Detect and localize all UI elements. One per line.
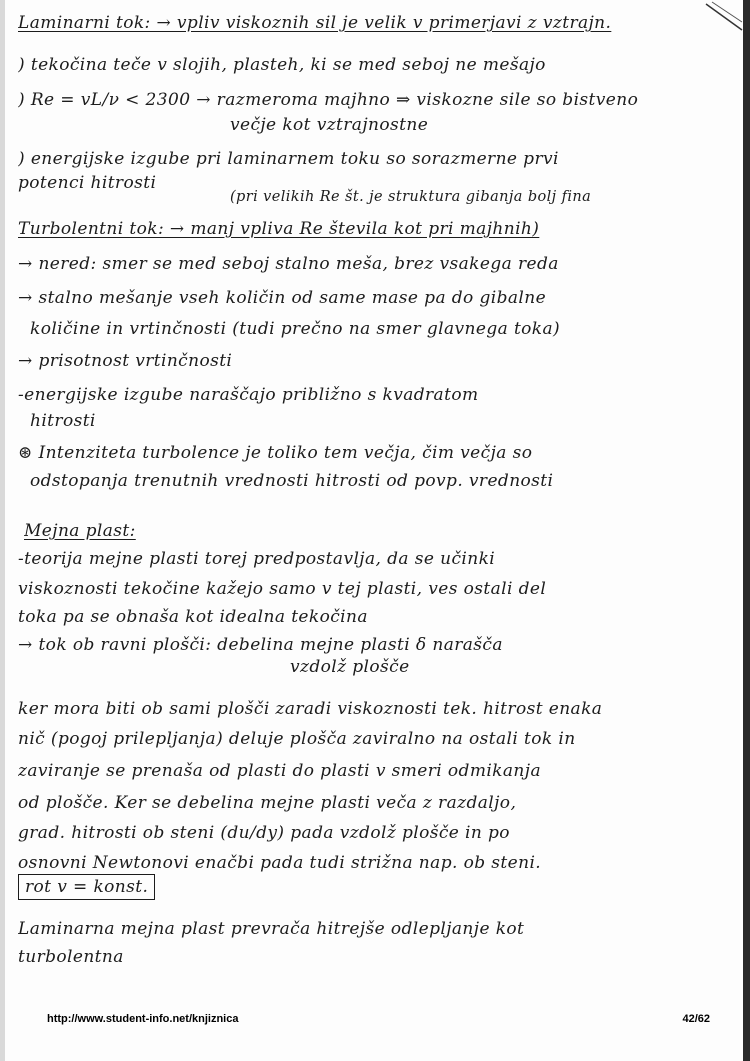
- note-line: → prisotnost vrtinčnosti: [18, 351, 233, 371]
- footer-source-url: http://www.student-info.net/knjiznica: [47, 1013, 239, 1025]
- note-line: ker mora biti ob sami plošči zaradi viskoznosti tek. hitrost enaka: [18, 699, 603, 719]
- note-line: odstopanja trenutnih vrednosti hitrosti od povp. vrednosti: [30, 471, 554, 491]
- note-line: → stalno mešanje vseh količin od same mase pa do gibalne: [18, 288, 547, 308]
- note-line: → nered: smer se med seboj stalno meša, brez vsakega reda: [18, 254, 559, 274]
- note-line: potenci hitrosti: [18, 173, 157, 193]
- note-line: ) tekočina teče v slojih, plasteh, ki se med seboj ne mešajo: [18, 55, 546, 75]
- heading-turbulent-flow: Turbolentni tok: → manj vpliva Re števila kot pri majhnih): [18, 219, 540, 239]
- note-line: grad. hitrosti ob steni (du/dy) pada vzdolž plošče in po: [18, 823, 510, 843]
- note-line: večje kot vztrajnostne: [230, 115, 429, 135]
- note-line: viskoznosti tekočine kažejo samo v tej plasti, ves ostali del: [18, 579, 547, 599]
- note-line-aside: (pri velikih Re št. je struktura gibanja bolj fina: [230, 189, 592, 205]
- footer-page-number: 42/62: [682, 1013, 710, 1025]
- note-line: toka pa se obnaša kot idealna tekočina: [18, 607, 368, 627]
- note-line: ) energijske izgube pri laminarnem toku so sorazmerne prvi: [18, 149, 559, 169]
- note-line: vzdolž plošče: [290, 657, 410, 677]
- heading-laminar-flow: Laminarni tok: → vpliv viskoznih sil je velik v primerjavi z vztrajn.: [18, 13, 612, 33]
- formula-box-line: [18, 874, 733, 900]
- note-line: turbolentna: [18, 947, 124, 967]
- note-line: od plošče. Ker se debelina mejne plasti veča z razdaljo,: [18, 793, 517, 813]
- boxed-formula: rot v = konst.: [18, 874, 155, 900]
- scan-right-edge: [743, 0, 750, 1061]
- note-line: Laminarna mejna plast prevrača hitrejše odlepljanje kot: [18, 919, 525, 939]
- note-line: osnovni Newtonovi enačbi pada tudi strižna nap. ob steni.: [18, 853, 542, 873]
- note-line: ) Re = vL/ν < 2300 → razmeroma majhno ⇒ viskozne sile so bistveno: [18, 90, 639, 110]
- note-line: nič (pogoj prilepljanja) deluje plošča zaviralno na ostali tok in: [18, 729, 576, 749]
- note-line: ⊛ Intenziteta turbolence je toliko tem večja, čim večja so: [18, 443, 533, 463]
- note-line: -teorija mejne plasti torej predpostavlja, da se učinki: [18, 549, 496, 569]
- note-line: količine in vrtinčnosti (tudi prečno na smer glavnega toka): [30, 319, 561, 339]
- note-line: → tok ob ravni plošči: debelina mejne plasti δ narašča: [18, 635, 503, 655]
- scan-left-edge: [0, 0, 5, 1061]
- note-line: hitrosti: [30, 411, 96, 431]
- note-line: -energijske izgube naraščajo približno s kvadratom: [18, 385, 479, 405]
- heading-boundary-layer: Mejna plast:: [24, 521, 136, 541]
- note-line: zaviranje se prenaša od plasti do plasti v smeri odmikanja: [18, 761, 541, 781]
